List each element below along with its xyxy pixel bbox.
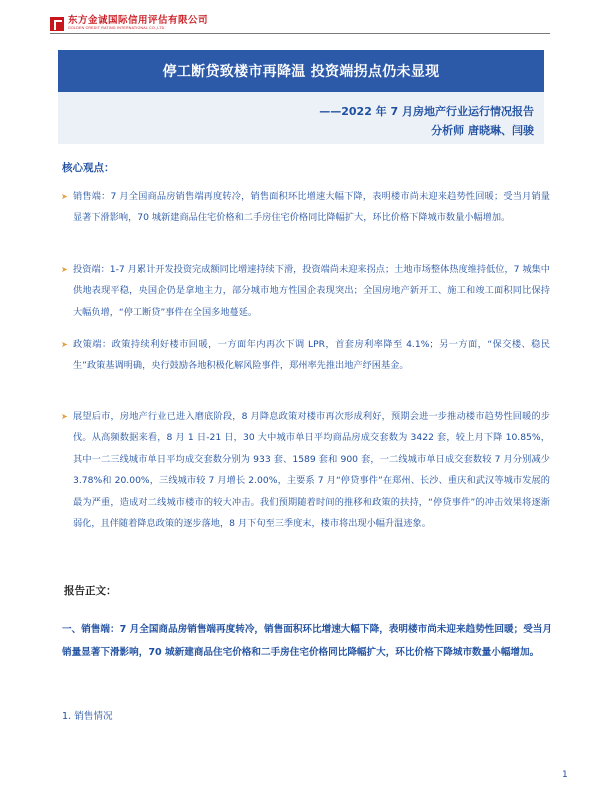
report-subtitle: ——2022 年 7 月房地产行业运行情况报告 — [319, 105, 534, 118]
company-logo — [50, 16, 208, 31]
report-title: 停工断贷致楼市再降温 投资端拐点仍未显现 — [162, 64, 440, 80]
core-bullet-text: 展望后市，房地产行业已进入磨底阶段，8 月降息政策对楼市再次形成利好，预期会进一步推动楼市趋势性回暖的步伐。从高频数据来看，8 月 1 日-21 日，30 大中城市单日平均商品房成交套数为 3422 套，较上月下降 10.85%，其中一二三线城市单日平均成交套数分别为 933 套、1589 套和 900 套，一二线城市单日成交套数较 7 月分别减少 3.78%和 20.00%，三线城市较 7 月增长 2.00%，主要系 7 月“停贷事件”在郑州、长沙、重庆和武汉等城市发展的最为严重，造成对二线城市楼市的较大冲击。我们预期随着时间的推移和政策的扶持，“停贷事件”的冲击效果将逐渐弱化，且伴随着降息政策的逐步落地，8 月下旬至三季度末，楼市将出现小幅升温迹象。 — [73, 411, 550, 530]
bullet-arrow-icon: ➤ — [61, 192, 68, 201]
logo-mark-icon — [50, 17, 64, 31]
title-bar — [58, 50, 544, 92]
logo-chinese-name: 东方金诚国际信用评估有限公司 — [68, 15, 209, 26]
page-number: 1 — [562, 770, 568, 780]
core-bullet-policy — [60, 334, 550, 377]
bullet-arrow-icon: ➤ — [61, 265, 68, 274]
core-bullet-text: 投资端：1-7 月累计开发投资完成额同比增速持续下滑，投资端尚未迎来拐点；土地市场整体热度维持低位，7 城集中供地表现平稳，央国企仍是拿地主力，部分城市地方性国企表现突出；全国房地产新开工、施工和竣工面积同比保持大幅负增，“停工断贷”事件在全国多地蔓延。 — [73, 264, 550, 318]
core-views-heading: 核心观点： — [62, 162, 115, 174]
title-box — [58, 50, 544, 144]
section-heading-sales: 一、销售端：7 月全国商品房销售端再度转冷，销售面积环比增速大幅下降，表明楼市尚未迎来趋势性回暖；受当月销量显著下滑影响，70 城新建商品住宅价格和二手房住宅价格同比降幅扩大，环比价格下降城市数量小幅增加。 — [62, 624, 552, 658]
report-body-heading: 报告正文： — [64, 585, 117, 597]
logo-english-name: GOLDEN CREDIT RATING INTERNATIONAL CO.,LTD. — [68, 25, 166, 30]
bullet-arrow-icon: ➤ — [61, 412, 68, 421]
bullet-arrow-icon: ➤ — [61, 340, 68, 349]
header-divider — [50, 33, 550, 34]
core-bullet-text: 政策端：政策持续利好楼市回暖，一方面年内再次下调 LPR，首套房利率降至 4.1%；另一方面，“保交楼、稳民生”政策基调明确，央行鼓励各地积极化解风险事件，郑州率先推出地产纾困基金。 — [73, 339, 550, 372]
core-bullet-investment — [60, 259, 550, 323]
core-bullet-sales — [60, 186, 550, 229]
core-bullet-outlook — [60, 406, 550, 534]
page-header — [0, 0, 600, 36]
analyst-line: 分析师 唐晓琳、闫骏 — [431, 124, 534, 137]
core-bullet-text: 销售端：7 月全国商品房销售端再度转冷，销售面积环比增速大幅下降，表明楼市尚未迎来趋势性回暖；受当月销量显著下滑影响，70 城新建商品住宅价格和二手房住宅价格同比降幅扩大，环比价格下降城市数量小幅增加。 — [73, 191, 550, 224]
subsection-heading: 1. 销售情况 — [62, 711, 113, 722]
